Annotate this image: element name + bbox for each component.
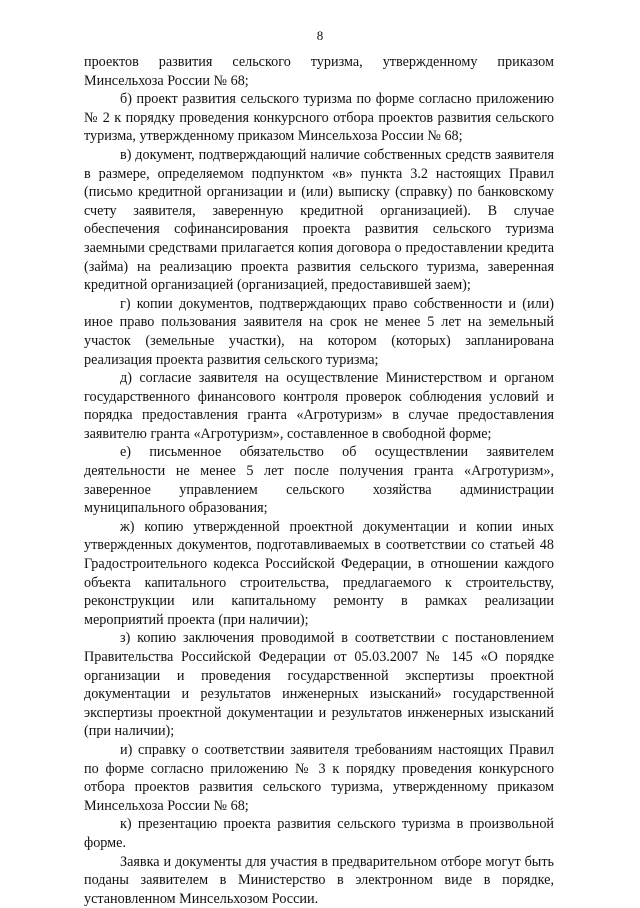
paragraph-item-z: з) копию заключения проводимой в соответствии с постановлением Правительства Российской Федерации от 05.03.2007 № 145 «О порядке организации и проведения государственной экспертизы проектной документации и результатов инженерных изысканий» государственной экспертизы проектной документации и результатов инженерных изысканий (при наличии);	[84, 630, 554, 740]
paragraph-closing: Заявка и документы для участия в предварительном отборе могут быть поданы заявителем в Министерство в электронном виде в порядке, установленном Минсельхозом России.	[84, 853, 554, 907]
document-body	[84, 53, 554, 908]
paragraph-item-d: д) согласие заявителя на осуществление Министерством и органом государственного финансового контроля проверок соблюдения условий и порядка предоставления гранта «Агротуризм» в случае предоставления заявителю гранта «Агротуризм», составленное в свободной форме;	[84, 370, 554, 442]
paragraph-item-k: к) презентацию проекта развития сельского туризма в произвольной форме.	[84, 816, 554, 851]
paragraph-item-b: б) проект развития сельского туризма по форме согласно приложению № 2 к порядку проведения конкурсного отбора проектов развития сельского туризма, утвержденному приказом Минсельхоза России № 68;	[84, 91, 554, 145]
paragraph-item-g: г) копии документов, подтверждающих право собственности и (или) иное право пользования заявителя на срок не менее 5 лет на земельный участок (земельные участки), на котором (которых) запланирована реализация проекта развития сельского туризма;	[84, 295, 554, 368]
paragraph-continuation: проектов развития сельского туризма, утвержденному приказом Минсельхоза России № 68;	[84, 54, 554, 89]
paragraph-item-i: и) справку о соответствии заявителя требованиям настоящих Правил по форме согласно приложению № 3 к порядку проведения конкурсного отбора проектов развития сельского туризма, утвержденному приказом Минсельхоза России № 68;	[84, 741, 554, 814]
paragraph-item-zh: ж) копию утвержденной проектной документации и копии иных утвержденных документов, подготавливаемых в соответствии со статьей 48 Градостроительного кодекса Российской Федерации, в отношении каждого объекта капитального строительства, предлагаемого к строительству, реконструкции или капитальному ремонту в рамках реализации мероприятий проекта (при наличии);	[84, 518, 554, 628]
paragraph-item-v: в) документ, подтверждающий наличие собственных средств заявителя в размере, определяемом подпунктом «в» пункта 3.2 настоящих Правил (письмо кредитной организации и (или) выписку (справку) по банковскому счету заявителя, заверенную кредитной организацией). В случае обеспечения софинансирования проекта развития сельского туризма заемными средствами прилагается копия договора о предоставлении кредита (займа) на реализацию проекта развития сельского туризма, заверенная кредитной организацией (организацией, предоставившей заем);	[84, 146, 554, 294]
page-number: 8	[316, 28, 324, 43]
paragraph-item-e: е) письменное обязательство об осуществлении заявителем деятельности не менее 5 лет после получения гранта «Агротуризм», заверенное управлением сельского хозяйства администрации муниципального образования;	[84, 444, 554, 517]
